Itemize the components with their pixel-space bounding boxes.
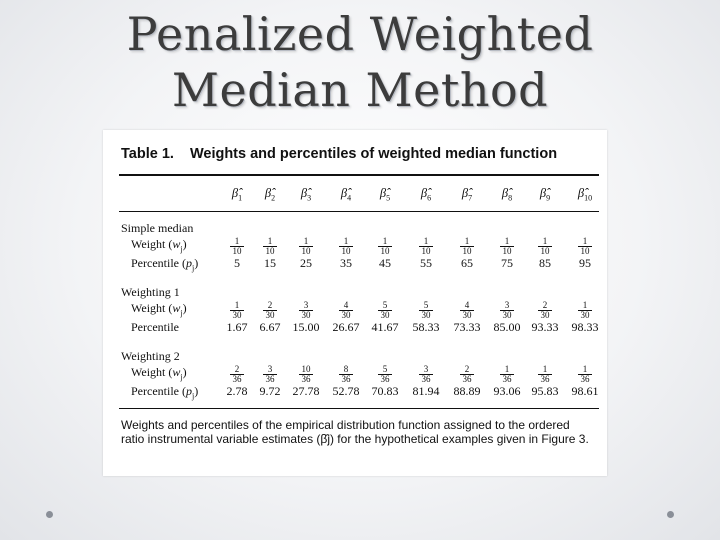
percentile-value: 73.33 bbox=[453, 320, 481, 334]
column-header-symbol: β̂ bbox=[501, 186, 509, 200]
percentile-row-label: Percentile bbox=[131, 320, 179, 334]
label-subscript: j bbox=[180, 244, 183, 254]
weight-fraction bbox=[286, 237, 326, 256]
weight-fraction bbox=[365, 237, 405, 256]
percentile-value: 1.67 bbox=[226, 320, 248, 334]
fraction-numerator: 1 bbox=[538, 365, 552, 375]
weight-fraction bbox=[406, 237, 446, 256]
column-header-subscript: 5 bbox=[386, 193, 391, 203]
fraction-numerator: 5 bbox=[378, 301, 392, 311]
weight-fraction bbox=[365, 301, 405, 320]
fraction-denominator: 30 bbox=[540, 310, 550, 320]
percentile-value: 85.00 bbox=[493, 320, 521, 334]
percentile-value: 35 bbox=[340, 256, 352, 270]
bullet-icon bbox=[667, 511, 674, 518]
label-variable: w bbox=[172, 301, 181, 315]
weight-fraction bbox=[365, 365, 405, 384]
percentile-value: 15.00 bbox=[292, 320, 320, 334]
percentile-value: 81.94 bbox=[412, 384, 440, 398]
table-figure bbox=[103, 130, 607, 476]
label-text: Weight ( bbox=[131, 365, 173, 379]
label-variable: w bbox=[172, 237, 181, 251]
table-caption bbox=[121, 146, 557, 162]
percentile-value: 41.67 bbox=[371, 320, 399, 334]
fraction-numerator: 2 bbox=[263, 301, 277, 311]
label-variable: p bbox=[185, 384, 192, 398]
label-text: Weight ( bbox=[131, 237, 173, 251]
column-header-subscript: 7 bbox=[468, 193, 473, 203]
label-variable: p bbox=[185, 256, 192, 270]
fraction-denominator: 36 bbox=[232, 374, 242, 384]
fraction-denominator: 36 bbox=[380, 374, 390, 384]
fraction-denominator: 10 bbox=[380, 246, 390, 256]
fraction-numerator: 5 bbox=[419, 301, 433, 311]
label-subscript: j bbox=[180, 308, 183, 318]
fraction-denominator: 36 bbox=[421, 374, 431, 384]
column-header-symbol: β̂ bbox=[231, 186, 239, 200]
fraction-denominator: 10 bbox=[265, 246, 275, 256]
percentile-value: 55 bbox=[420, 256, 432, 270]
percentile-value: 95 bbox=[579, 256, 591, 270]
fraction-denominator: 36 bbox=[502, 374, 512, 384]
fraction-denominator: 30 bbox=[265, 310, 275, 320]
slide-title-line-1: Penalized Weighted bbox=[126, 7, 594, 61]
column-header-symbol: β̂ bbox=[461, 186, 469, 200]
weight-fraction bbox=[326, 237, 366, 256]
weight-fraction bbox=[250, 365, 290, 384]
column-header bbox=[326, 186, 366, 203]
percentile-value: 27.78 bbox=[292, 384, 320, 398]
percentile-value: 25 bbox=[300, 256, 312, 270]
percentile-value: 98.33 bbox=[571, 320, 599, 334]
weight-fraction bbox=[525, 301, 565, 320]
label-text: Percentile ( bbox=[131, 384, 186, 398]
fraction-denominator: 30 bbox=[232, 310, 242, 320]
fraction-numerator: 1 bbox=[578, 365, 592, 375]
percentile-value: 65 bbox=[461, 256, 473, 270]
table-top-rule bbox=[119, 174, 599, 176]
label-text: Weight ( bbox=[131, 301, 173, 315]
column-header-subscript: 4 bbox=[347, 193, 352, 203]
section-label: Weighting 2 bbox=[121, 349, 180, 363]
percentile-value: 88.89 bbox=[453, 384, 481, 398]
weight-fraction bbox=[525, 365, 565, 384]
percentile-value: 15 bbox=[264, 256, 276, 270]
fraction-numerator: 1 bbox=[578, 301, 592, 311]
column-header-symbol: β̂ bbox=[379, 186, 387, 200]
percentile-value: 26.67 bbox=[332, 320, 360, 334]
percentile-value: 75 bbox=[501, 256, 513, 270]
fraction-denominator: 30 bbox=[301, 310, 311, 320]
fraction-denominator: 30 bbox=[380, 310, 390, 320]
fraction-numerator: 1 bbox=[419, 237, 433, 247]
weight-fraction bbox=[565, 365, 605, 384]
weight-row-label: Weight $(w_j)$ bbox=[131, 365, 187, 382]
percentile-row-label: Percentile $(p_j)$ bbox=[131, 384, 199, 401]
weight-fraction bbox=[406, 301, 446, 320]
column-header bbox=[565, 186, 605, 203]
fraction-denominator: 30 bbox=[502, 310, 512, 320]
fraction-denominator: 36 bbox=[301, 374, 311, 384]
label-variable: w bbox=[172, 365, 181, 379]
fraction-numerator: 8 bbox=[339, 365, 353, 375]
column-header bbox=[406, 186, 446, 203]
column-header-subscript: 2 bbox=[271, 193, 276, 203]
fraction-denominator: 36 bbox=[341, 374, 351, 384]
fraction-numerator: 1 bbox=[378, 237, 392, 247]
column-header bbox=[525, 186, 565, 203]
fraction-numerator: 1 bbox=[500, 237, 514, 247]
fraction-numerator: 10 bbox=[299, 365, 313, 375]
column-header bbox=[250, 186, 290, 203]
fraction-denominator: 36 bbox=[580, 374, 590, 384]
section-label: Weighting 1 bbox=[121, 285, 180, 299]
fraction-numerator: 2 bbox=[460, 365, 474, 375]
fraction-denominator: 36 bbox=[540, 374, 550, 384]
percentile-value: 58.33 bbox=[412, 320, 440, 334]
fraction-denominator: 10 bbox=[502, 246, 512, 256]
fraction-denominator: 10 bbox=[580, 246, 590, 256]
fraction-denominator: 10 bbox=[462, 246, 472, 256]
slide-title-line-2: Median Method bbox=[171, 63, 549, 117]
table-bottom-rule bbox=[119, 408, 599, 409]
fraction-denominator: 10 bbox=[232, 246, 242, 256]
column-header-symbol: β̂ bbox=[420, 186, 428, 200]
weight-fraction bbox=[447, 301, 487, 320]
weight-fraction bbox=[326, 365, 366, 384]
fraction-numerator: 1 bbox=[578, 237, 592, 247]
fraction-numerator: 2 bbox=[230, 365, 244, 375]
fraction-denominator: 10 bbox=[301, 246, 311, 256]
percentile-value: 95.83 bbox=[531, 384, 559, 398]
fraction-numerator: 3 bbox=[263, 365, 277, 375]
table-caption-text: Weights and percentiles of weighted median function bbox=[189, 146, 558, 162]
weight-fraction bbox=[487, 301, 527, 320]
fraction-numerator: 3 bbox=[419, 365, 433, 375]
percentile-value: 85 bbox=[539, 256, 551, 270]
weight-fraction bbox=[286, 301, 326, 320]
fraction-denominator: 30 bbox=[421, 310, 431, 320]
column-header-subscript: 3 bbox=[307, 193, 312, 203]
column-header bbox=[286, 186, 326, 203]
fraction-numerator: 1 bbox=[339, 237, 353, 247]
percentile-value: 9.72 bbox=[259, 384, 281, 398]
fraction-numerator: 4 bbox=[339, 301, 353, 311]
weight-fraction bbox=[326, 301, 366, 320]
percentile-value: 2.78 bbox=[226, 384, 248, 398]
percentile-value: 45 bbox=[379, 256, 391, 270]
column-header-subscript: 9 bbox=[546, 193, 551, 203]
table-footnote: Weights and percentiles of the empirical distribution function assigned to the ordered ratio instrumental variable estimates (β̂j) for the hypothetical examples given in Figure 3. bbox=[121, 418, 589, 446]
fraction-numerator: 1 bbox=[538, 237, 552, 247]
weight-fraction bbox=[406, 365, 446, 384]
column-header bbox=[447, 186, 487, 203]
fraction-denominator: 10 bbox=[341, 246, 351, 256]
table-header-rule bbox=[119, 211, 599, 212]
label-subscript: j bbox=[180, 372, 183, 382]
label-text: Percentile ( bbox=[131, 256, 186, 270]
column-header-symbol: β̂ bbox=[340, 186, 348, 200]
weight-row-label: Weight $(w_j)$ bbox=[131, 237, 187, 254]
column-header-subscript: 6 bbox=[427, 193, 432, 203]
section-label: Simple median bbox=[121, 221, 194, 235]
column-header-subscript: 8 bbox=[508, 193, 513, 203]
weight-fraction bbox=[250, 301, 290, 320]
fraction-numerator: 2 bbox=[538, 301, 552, 311]
percentile-value: 5 bbox=[234, 256, 240, 270]
fraction-numerator: 1 bbox=[460, 237, 474, 247]
table-number: Table 1. bbox=[121, 146, 174, 162]
weight-fraction bbox=[565, 301, 605, 320]
percentile-value: 93.06 bbox=[493, 384, 521, 398]
fraction-numerator: 1 bbox=[263, 237, 277, 247]
fraction-denominator: 30 bbox=[462, 310, 472, 320]
weight-fraction bbox=[565, 237, 605, 256]
weight-fraction bbox=[447, 365, 487, 384]
fraction-denominator: 10 bbox=[421, 246, 431, 256]
percentile-value: 6.67 bbox=[259, 320, 281, 334]
fraction-numerator: 3 bbox=[299, 301, 313, 311]
label-subscript: j bbox=[191, 391, 195, 401]
fraction-numerator: 1 bbox=[230, 237, 244, 247]
weight-fraction bbox=[250, 237, 290, 256]
fraction-numerator: 1 bbox=[500, 365, 514, 375]
fraction-denominator: 30 bbox=[580, 310, 590, 320]
fraction-denominator: 36 bbox=[265, 374, 275, 384]
fraction-numerator: 1 bbox=[299, 237, 313, 247]
weight-fraction bbox=[286, 365, 326, 384]
fraction-denominator: 30 bbox=[341, 310, 351, 320]
percentile-value: 98.61 bbox=[571, 384, 599, 398]
percentile-value: 93.33 bbox=[531, 320, 559, 334]
column-header bbox=[365, 186, 405, 203]
weight-fraction bbox=[487, 365, 527, 384]
column-header bbox=[487, 186, 527, 203]
column-header-subscript: 10 bbox=[584, 193, 593, 203]
column-header-symbol: β̂ bbox=[577, 186, 585, 200]
percentile-row-label: Percentile $(p_j)$ bbox=[131, 256, 199, 273]
weight-fraction bbox=[487, 237, 527, 256]
column-header-symbol: β̂ bbox=[300, 186, 308, 200]
weight-row-label: Weight $(w_j)$ bbox=[131, 301, 187, 318]
column-header-subscript: 1 bbox=[238, 193, 243, 203]
fraction-numerator: 3 bbox=[500, 301, 514, 311]
column-header-symbol: β̂ bbox=[539, 186, 547, 200]
weight-fraction bbox=[447, 237, 487, 256]
fraction-numerator: 4 bbox=[460, 301, 474, 311]
fraction-numerator: 1 bbox=[230, 301, 244, 311]
percentile-value: 70.83 bbox=[371, 384, 399, 398]
label-subscript: j bbox=[191, 263, 195, 273]
weight-fraction bbox=[525, 237, 565, 256]
slide-title bbox=[0, 6, 720, 118]
column-header-symbol: β̂ bbox=[264, 186, 272, 200]
fraction-numerator: 5 bbox=[378, 365, 392, 375]
percentile-value: 52.78 bbox=[332, 384, 360, 398]
fraction-denominator: 36 bbox=[462, 374, 472, 384]
bullet-icon bbox=[46, 511, 53, 518]
fraction-denominator: 10 bbox=[540, 246, 550, 256]
